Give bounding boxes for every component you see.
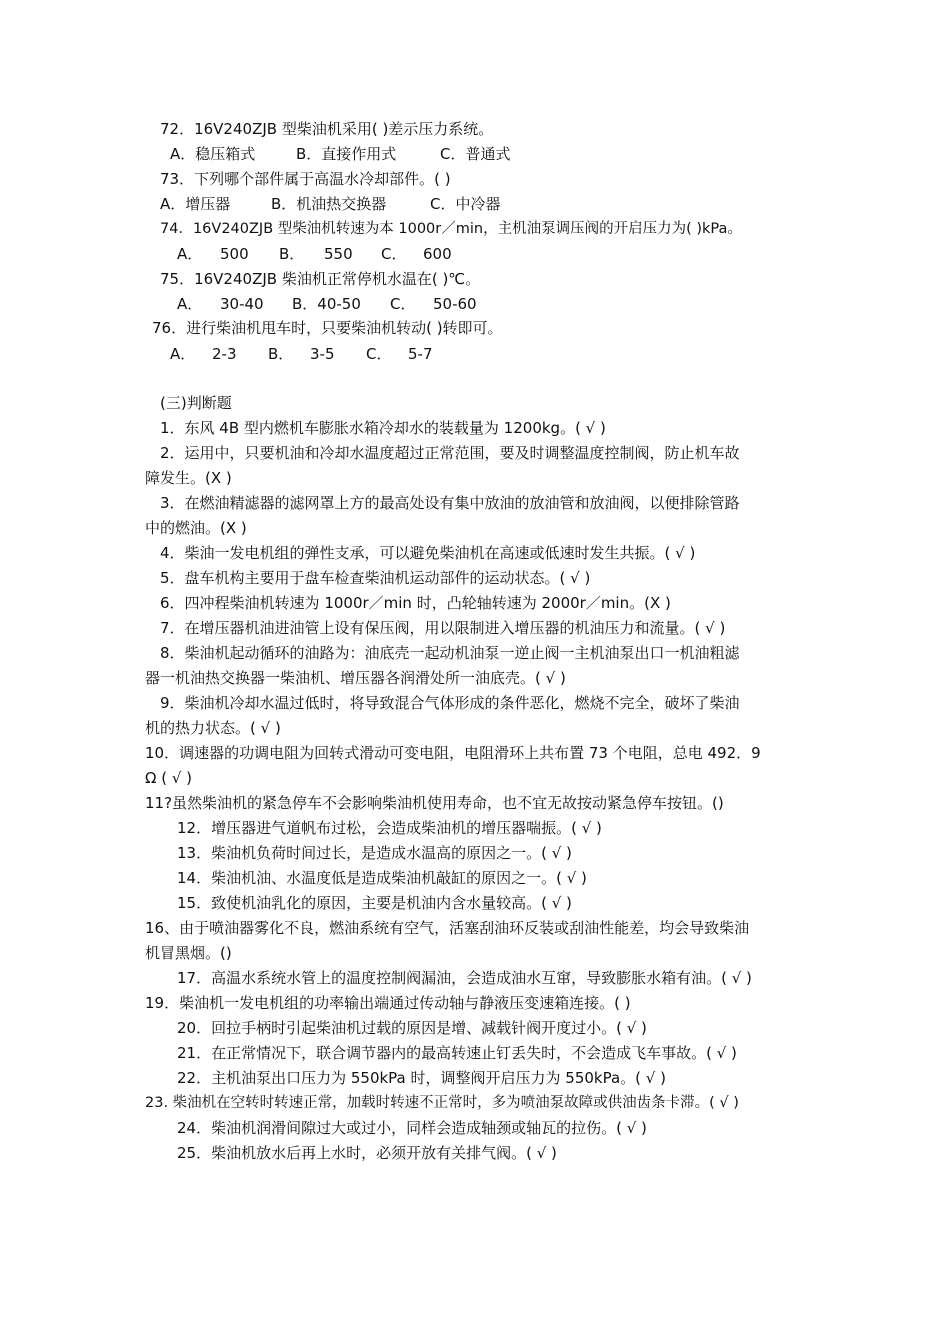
judgment-23: 23. 柴油机在空转时转速正常，加载时转速不正常时，多为喷油泵故障或供油齿条卡滞。( √ ) [145,1095,739,1111]
judgment-22: 22．主机油泵出口压力为 550kPa 时，调整阀开启压力为 550kPa。( √ ) [177,1069,666,1087]
q75-value-a: 30-40 [220,295,264,313]
q74-option-c: C． [381,245,407,263]
judgment-2: 2．运用中，只要机油和冷却水温度超过正常范围，要及时调整温度控制阀，防止机车故 [160,444,740,462]
q74-value-a: 500 [220,245,249,263]
judgment-4: 4．柴油一发电机组的弹性支承，可以避免柴油机在高速或低速时发生共振。( √ ) [160,544,696,562]
question-74: 74．16V240ZJB 型柴油机转速为本 1000r／min，主机油泵调压阀的开启压力为( )kPa。 [160,221,742,237]
judgment-11: 11?虽然柴油机的紧急停车不会影响柴油机使用寿命，也不宜无故按动紧急停车按钮。() [145,794,724,812]
q73-option-c: C．中冷器 [430,195,501,213]
judgment-21: 21．在正常情况下，联合调节器内的最高转速止钉丢失时，不会造成飞车事故。( √ ) [177,1044,737,1062]
judgment-16-cont: 机冒黑烟。() [145,944,232,962]
judgment-24: 24．柴油机润滑间隙过大或过小，同样会造成轴颈或轴瓦的拉伤。( √ ) [177,1119,647,1137]
q73-option-a: A．增压器 [160,195,231,213]
q75-option-a: A． [177,295,203,313]
judgment-10: 10．调速器的功调电阻为回转式滑动可变电阻，电阻滑环上共布置 73 个电阻，总电 492．9 [145,744,761,762]
judgment-1: 1．东风 4B 型内燃机车膨胀水箱冷却水的装载量为 1200kg。( √ ) [160,419,606,437]
q76-option-b: B． [268,345,294,363]
q76-value-a: 2-3 [212,345,237,363]
q76-value-c: 5-7 [408,345,433,363]
q76-value-b: 3-5 [310,345,335,363]
judgment-16: 16、由于喷油器雾化不良，燃油系统有空气，活塞刮油环反装或刮油性能差，均会导致柴油 [145,919,750,937]
judgment-19: 19．柴油机一发电机组的功率输出端通过传动轴与静液压变速箱连接。( ) [145,994,631,1012]
q75-option-b: B．40-50 [292,295,361,313]
question-76: 76．进行柴油机甩车时，只要柴油机转动( )转即可。 [152,319,503,337]
judgment-15: 15．致使机油乳化的原因，主要是机油内含水量较高。( √ ) [177,894,572,912]
judgment-2-cont: 障发生。(X ) [145,469,232,487]
q74-option-a: A． [177,245,203,263]
q72-option-a: A．稳压箱式 [170,145,256,163]
judgment-25: 25．柴油机放水后再上水时，必须开放有关排气阀。( √ ) [177,1144,557,1162]
judgment-9: 9．柴油机冷却水温过低时，将导致混合气体形成的条件恶化，燃烧不完全，破坏了柴油 [160,694,740,712]
q72-option-b: B．直接作用式 [296,145,397,163]
question-72: 72．16V240ZJB 型柴油机采用( )差示压力系统。 [160,120,494,138]
judgment-9-cont: 机的热力状态。( √ ) [145,719,281,737]
judgment-6: 6．四冲程柴油机转速为 1000r／min 时，凸轮轴转速为 2000r／min。(X ) [160,594,671,612]
judgment-5: 5．盘车机构主要用于盘车检查柴油机运动部件的运动状态。( √ ) [160,569,591,587]
judgment-3-cont: 中的燃油。(X ) [145,519,247,537]
judgment-17: 17．高温水系统水管上的温度控制阀漏油，会造成油水互窜，导致膨胀水箱有油。( √ ) [177,969,752,987]
judgment-8: 8．柴油机起动循环的油路为：油底壳一起动机油泵一逆止阀一主机油泵出口一机油粗滤 [160,644,740,662]
judgment-10-cont: Ω ( √ ) [145,769,193,787]
question-75: 75．16V240ZJB 柴油机正常停机水温在( )℃。 [160,270,481,288]
q73-option-b: B．机油热交换器 [271,195,387,213]
judgment-3: 3．在燃油精滤器的滤网罩上方的最高处设有集中放油的放油管和放油阀，以便排除管路 [160,494,740,512]
q75-option-c: C． [390,295,416,313]
q72-option-c: C．普通式 [440,145,511,163]
judgment-8-cont: 器一机油热交换器一柴油机、增压器各润滑处所一油底壳。( √ ) [145,669,566,687]
q74-option-b: B． [279,245,305,263]
judgment-13: 13．柴油机负荷时间过长，是造成水温高的原因之一。( √ ) [177,844,572,862]
q74-value-b: 550 [324,245,353,263]
judgment-12: 12．增压器进气道帆布过松，会造成柴油机的增压器喘振。( √ ) [177,819,602,837]
q75-value-c: 50-60 [433,295,477,313]
q76-option-a: A． [170,345,196,363]
q76-option-c: C． [366,345,392,363]
judgment-14: 14．柴油机油、水温度低是造成柴油机敲缸的原因之一。( √ ) [177,869,587,887]
question-73: 73．下列哪个部件属于高温水冷却部件。( ) [160,170,451,188]
q74-value-c: 600 [423,245,452,263]
section-title-judgment: (三)判断题 [160,394,232,412]
judgment-7: 7．在增压器机油进油管上设有保压阀，用以限制进入增压器的机油压力和流量。( √ ) [160,619,726,637]
judgment-20: 20．回拉手柄时引起柴油机过载的原因是增、减载针阀开度过小。( √ ) [177,1019,647,1037]
